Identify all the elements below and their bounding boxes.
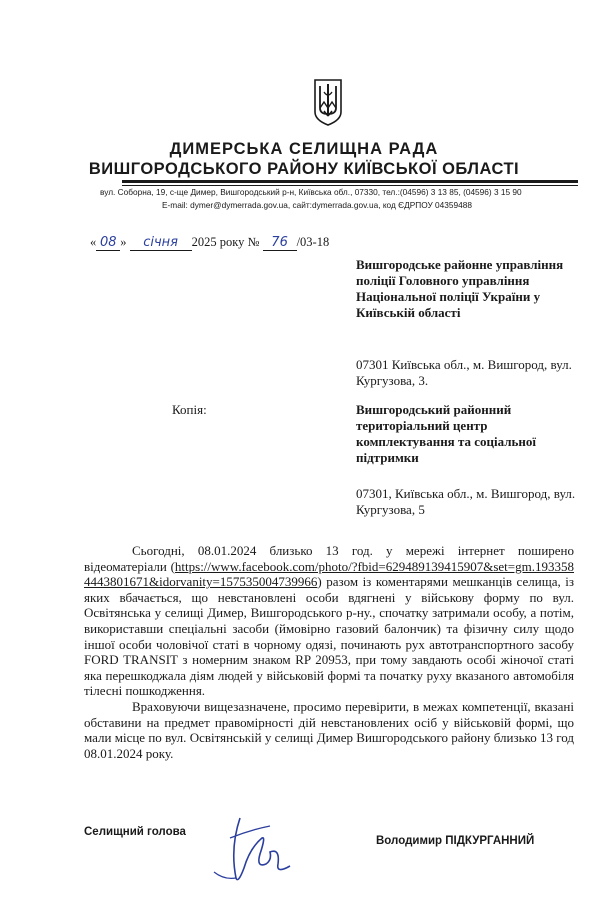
council-contacts: E-mail: dymer@dymerrada.gov.ua, сайт:dymerrada.gov.ua, код ЄДРПОУ 04359488 (162, 200, 472, 210)
body-p1-start: Сьогодні, 08.01.2024 близько 13 год. у мережі інтернет поширено відеоматеріали ( (84, 543, 574, 574)
council-name: ДИМЕРСЬКА СЕЛИЩНА РАДА (169, 140, 439, 158)
copy-recipient-name: Вишгородський районний територіальний центр комплектування та соціальної підтримки (356, 402, 537, 465)
reference-month: січня (130, 235, 192, 251)
coat-of-arms-icon (312, 78, 344, 126)
header-rule-thick (122, 180, 578, 183)
copy-label: Копія: (172, 402, 207, 417)
quote-close: » (120, 235, 127, 249)
reference-year: 2025 року № (191, 235, 260, 249)
reference-line (90, 235, 329, 251)
district-name: ВИШГОРОДСЬКОГО РАЙОНУ КИЇВСЬКОЇ ОБЛАСТІ (88, 160, 520, 178)
video-link[interactable]: https://www.facebook.com/photo/?fbid=629489139415907&set=gm.1933584443801671&idorvanity=157535004739966 (84, 558, 574, 590)
reference-number: 76 (263, 235, 297, 251)
reference-suffix: /03-18 (296, 235, 330, 249)
letter-body (84, 543, 574, 761)
body-paragraph-1 (84, 543, 574, 699)
recipient-address: 07301 Київська обл., м. Вишгород, вул. Кургузова, 3. (356, 357, 572, 388)
council-address: вул. Соборна, 19, с-ще Димер, Вишгородський р-н, Київська обл., 07330, тел.:(04596) 3 13 85, (04596) 3 15 90 (100, 187, 522, 197)
handwritten-signature-icon (200, 808, 300, 888)
header-rule-thin (122, 185, 578, 186)
signatory-name: Володимир ПІДКУРГАННИЙ (376, 835, 535, 847)
body-p1-end: ) разом із коментарями мешканців селища, із яких вбачається, що невстановлені особи вдягнені у військову форму по вул. Освітянська у селищі Димер, Вишгородського р-ну., спочатку затримали особу, а потім, використавши спеціальні засоби (ймовірно газовий балончик) та фізичну силу щодо іншої особи чоловічої статі в чорному одязі, починають рух автотранспортного засобу FORD TRANSIT з номерним знаком RP 20953, при тому завдають особі жіночої статі яка перешкоджала діям людей у військовій формі та початку руху вказаного автомобіля тілесні пошкодження. (84, 574, 574, 699)
copy-recipient-address: 07301, Київська обл., м. Вишгород, вул. Кургузова, 5 (356, 486, 576, 517)
quote-open: « (90, 235, 97, 249)
body-paragraph-2: Враховуючи вищезазначене, просимо перевірити, в межах компетенції, вказані обставини на предмет правомірності дій невстановлених осіб у військовій формі, що мали місце по вул. Освітянській у селищі Димер Вишгородського району близько 13 год 08.01.2024 року. (84, 698, 574, 761)
recipient-name: Вишгородське районне управління поліції Головного управління Національної поліції України у Київській області (356, 257, 564, 320)
signatory-title: Селищний голова (84, 826, 186, 838)
reference-day: 08 (96, 235, 120, 251)
